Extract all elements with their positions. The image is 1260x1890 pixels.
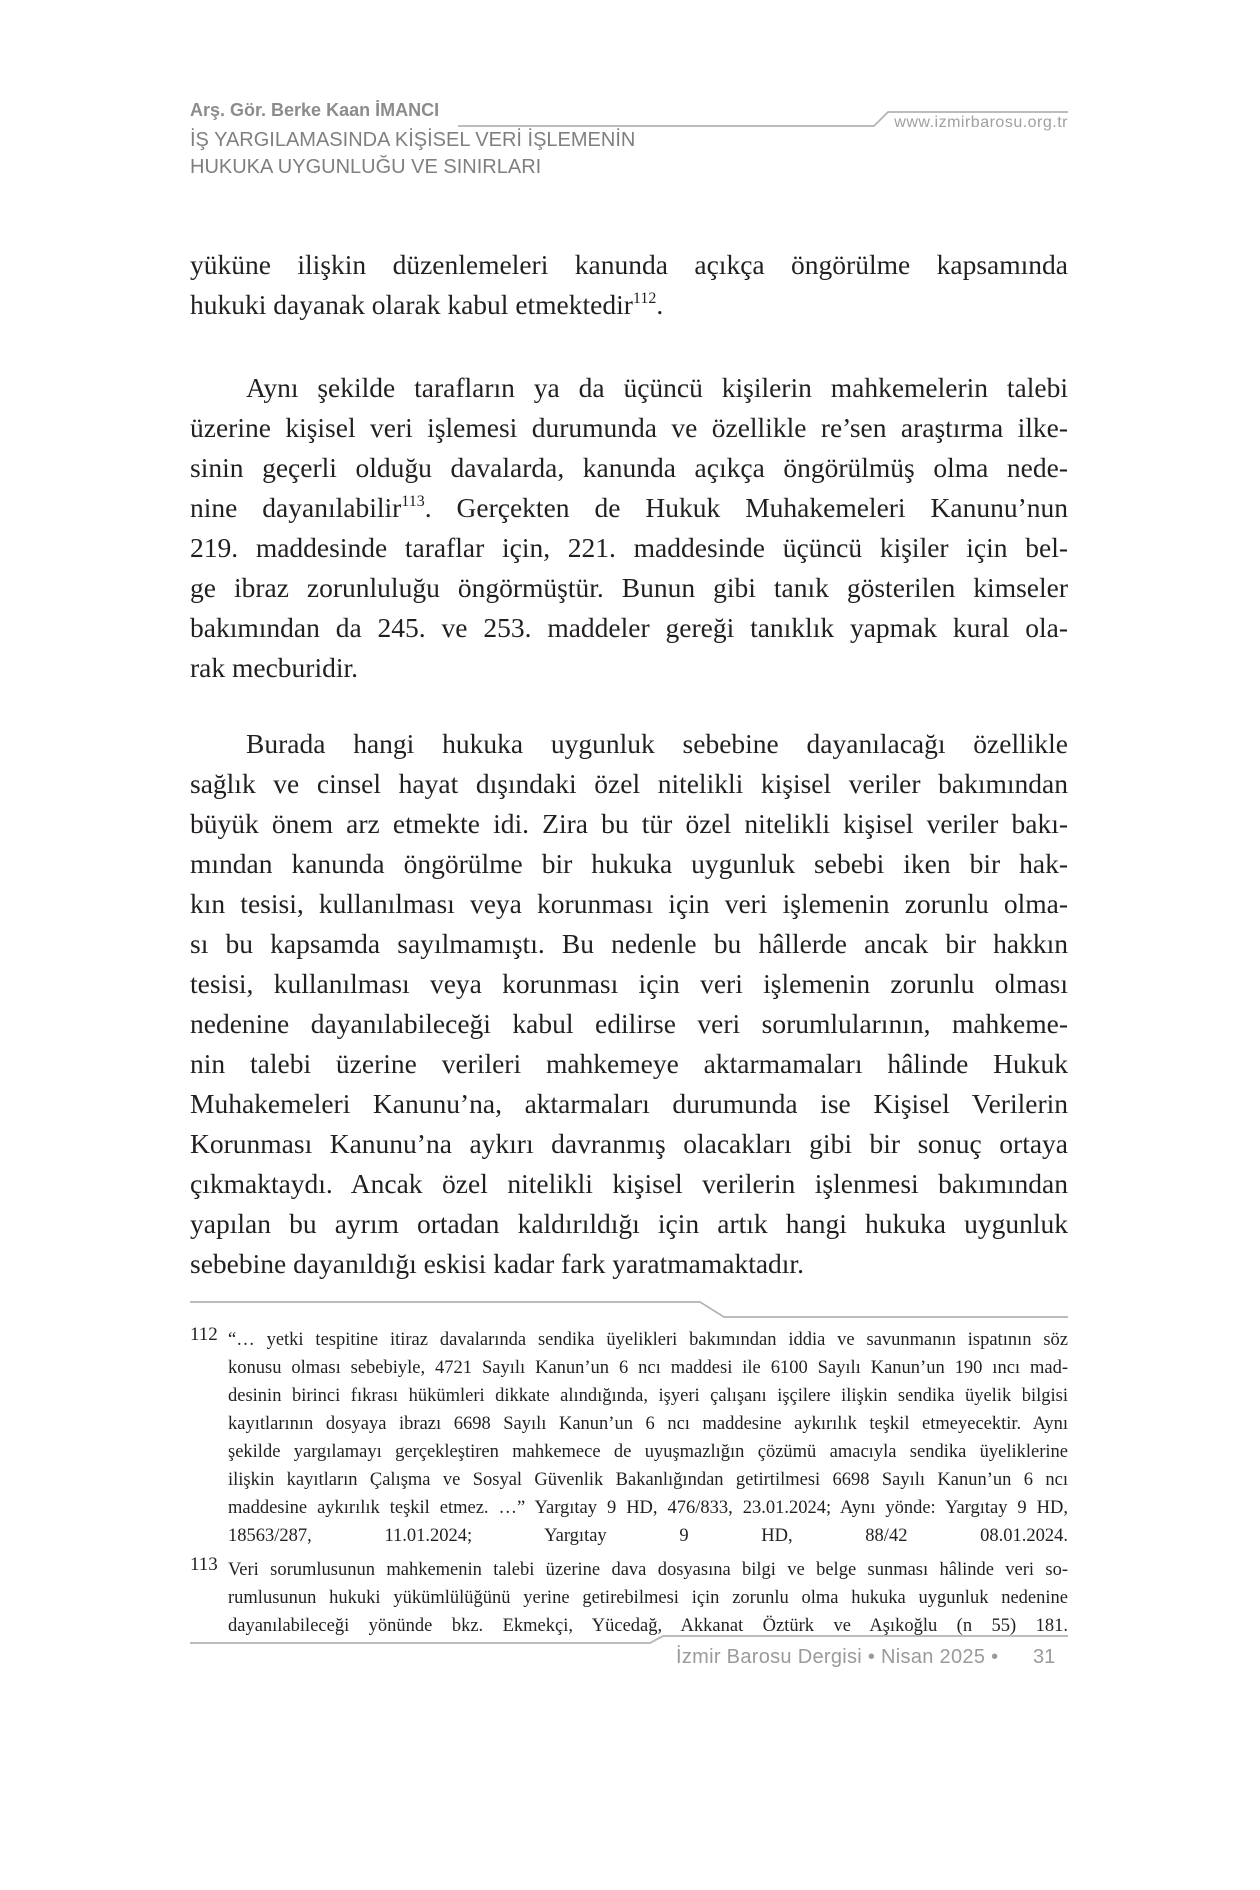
text-line: bakımından da 245. ve 253. maddeler gereği tanıklık yapmak kural ola- <box>190 612 1068 643</box>
text-line: rak mecburidir. <box>190 652 358 683</box>
text-segment: nine dayanılabilir <box>190 492 402 523</box>
text-line: Muhakemeleri Kanunu’na, aktarmaları durumunda ise Kişisel Verilerin <box>190 1088 1068 1119</box>
footnote-ref: 113 <box>401 493 425 510</box>
text-segment: . <box>656 289 664 320</box>
text-line <box>190 285 1068 325</box>
footnote-line: konusu olması sebebiyle, 4721 Sayılı Kanun’un 6 ncı maddesi ile 6100 Sayılı Kanun’un 190 ıncı mad- <box>228 1358 1068 1378</box>
text-line: büyük önem arz etmekte idi. Zira bu tür özel nitelikli kişisel veriler bakı- <box>190 808 1068 839</box>
text-segment: . Gerçekten de Hukuk Muhakemeleri Kanunu’nun <box>424 492 1069 523</box>
running-head-article-title <box>190 127 635 181</box>
text-line <box>190 488 1068 528</box>
text-line: nedenine dayanılabileceği kabul edilirse veri sorumlularının, mahkeme- <box>190 1008 1068 1039</box>
website-url: www.izmirbarosu.org.tr <box>894 114 1068 131</box>
text-line: Korunması Kanunu’na aykırı davranmış olacakları gibi bir sonuç ortaya <box>190 1128 1068 1159</box>
body-paragraph <box>190 368 1068 688</box>
text-segment: hukuki dayanak olarak kabul etmektedir <box>190 289 633 320</box>
footnote-number: 113 <box>190 1554 218 1575</box>
footnote-separator <box>190 1302 1068 1317</box>
footnote-line: rumlusunun hukuki yükümlülüğünü yerine getirebilmesi için zorunlu olma hukuka uygunluk nedenine <box>228 1588 1068 1608</box>
footnote-line: 18563/287, 11.01.2024; Yargıtay 9 HD, 88/42 08.01.2024. <box>228 1526 1068 1546</box>
footnote-line: desinin birinci fıkrası hükümleri dikkate alındığında, işyeri çalışanı işçilere ilişkin sendika üyelik bilgisi <box>228 1386 1068 1406</box>
footnote <box>228 1326 1068 1550</box>
text-line: çıkmaktaydı. Ancak özel nitelikli kişisel verilerin işlenmesi bakımından <box>190 1168 1068 1199</box>
text-line: yapılan bu ayrım ortadan kaldırıldığı için artık hangi hukuka uygunluk <box>190 1208 1068 1239</box>
text-line: tesisi, kullanılması veya korunması için veri işlemenin zorunlu olması <box>190 968 1068 999</box>
footnote-line: ilişkin kayıtların Çalışma ve Sosyal Güvenlik Bakanlığından getirtilmesi 6698 Sayılı Kanun’un 6 ncı <box>228 1470 1068 1490</box>
text-line: Burada hangi hukuka uygunluk sebebine dayanılacağı özellikle <box>246 728 1068 759</box>
text-line: Aynı şekilde tarafların ya da üçüncü kişilerin mahkemelerin talebi <box>246 372 1068 403</box>
text-line: ge ibraz zorunluluğu öngörmüştür. Bunun gibi tanık gösterilen kimseler <box>190 572 1068 603</box>
text-line: sağlık ve cinsel hayat dışındaki özel nitelikli kişisel veriler bakımından <box>190 768 1068 799</box>
running-head-author: Arş. Gör. Berke Kaan İMANCI <box>190 100 440 120</box>
body-paragraph <box>190 724 1068 1284</box>
footnote-line: şekilde yargılamayı gerçekleştiren mahkemece de uyuşmazlığın çözümü amacıyla sendika üyeliklerine <box>228 1442 1068 1462</box>
body-paragraph <box>190 245 1068 325</box>
text-line: kın tesisi, kullanılması veya korunması için veri işlemenin zorunlu olma- <box>190 888 1068 919</box>
text-line: mından kanunda öngörülme bir hukuka uygunluk sebebi iken bir hak- <box>190 848 1068 879</box>
text-line: sebebine dayanıldığı eskisi kadar fark yaratmamaktadır. <box>190 1248 804 1279</box>
text-line: nin talebi üzerine verileri mahkemeye aktarmamaları hâlinde Hukuk <box>190 1048 1068 1079</box>
text-line: sinin geçerli olduğu davalarda, kanunda açıkça öngörülmüş olma nede- <box>190 452 1068 483</box>
text-line: 219. maddesinde taraflar için, 221. maddesinde üçüncü kişiler için bel- <box>190 532 1068 563</box>
footnote <box>228 1556 1068 1640</box>
footnote-line: Veri sorumlusunun mahkemenin talebi üzerine dava dosyasına bilgi ve belge sunması hâlinde veri so- <box>228 1560 1068 1580</box>
text-line: yüküne ilişkin düzenlemeleri kanunda açıkça öngörülme kapsamında <box>190 249 1068 280</box>
footer-journal-issue: İzmir Barosu Dergisi • Nisan 2025 • <box>676 1646 999 1668</box>
footnote-number: 112 <box>190 1324 218 1345</box>
footnote-line: kayıtlarının dosyaya ibrazı 6698 Sayılı Kanun’un 6 ncı maddesine aykırılık teşkil etmeyecektir. Aynı <box>228 1414 1068 1434</box>
text-line: üzerine kişisel veri işlemesi durumunda ve özellikle re’sen araştırma ilke- <box>190 412 1068 443</box>
footnote-line: maddesine aykırılık teşkil etmez. …” Yargıtay 9 HD, 476/833, 23.01.2024; Aynı yönde: Yargıtay 9 HD, <box>228 1498 1068 1518</box>
text-line: sı bu kapsamda sayılmamıştı. Bu nedenle bu hâllerde ancak bir hakkın <box>190 928 1068 959</box>
footnote-line: “… yetki tespitine itiraz davalarında sendika üyelikleri bakımından iddia ve savunmanın ispatının söz <box>228 1330 1068 1350</box>
page-number: 31 <box>1033 1646 1056 1668</box>
article-title-line: İŞ YARGILAMASINDA KİŞİSEL VERİ İŞLEMENİN <box>190 129 636 151</box>
article-title-line: HUKUKA UYGUNLUĞU VE SINIRLARI <box>190 156 542 178</box>
footnote-ref: 112 <box>632 290 657 307</box>
footnote-line: dayanılabileceği yönünde bkz. Ekmekçi, Yücedağ, Akkanat Öztürk ve Aşıkoğlu (n 55) 181. <box>228 1616 1068 1636</box>
